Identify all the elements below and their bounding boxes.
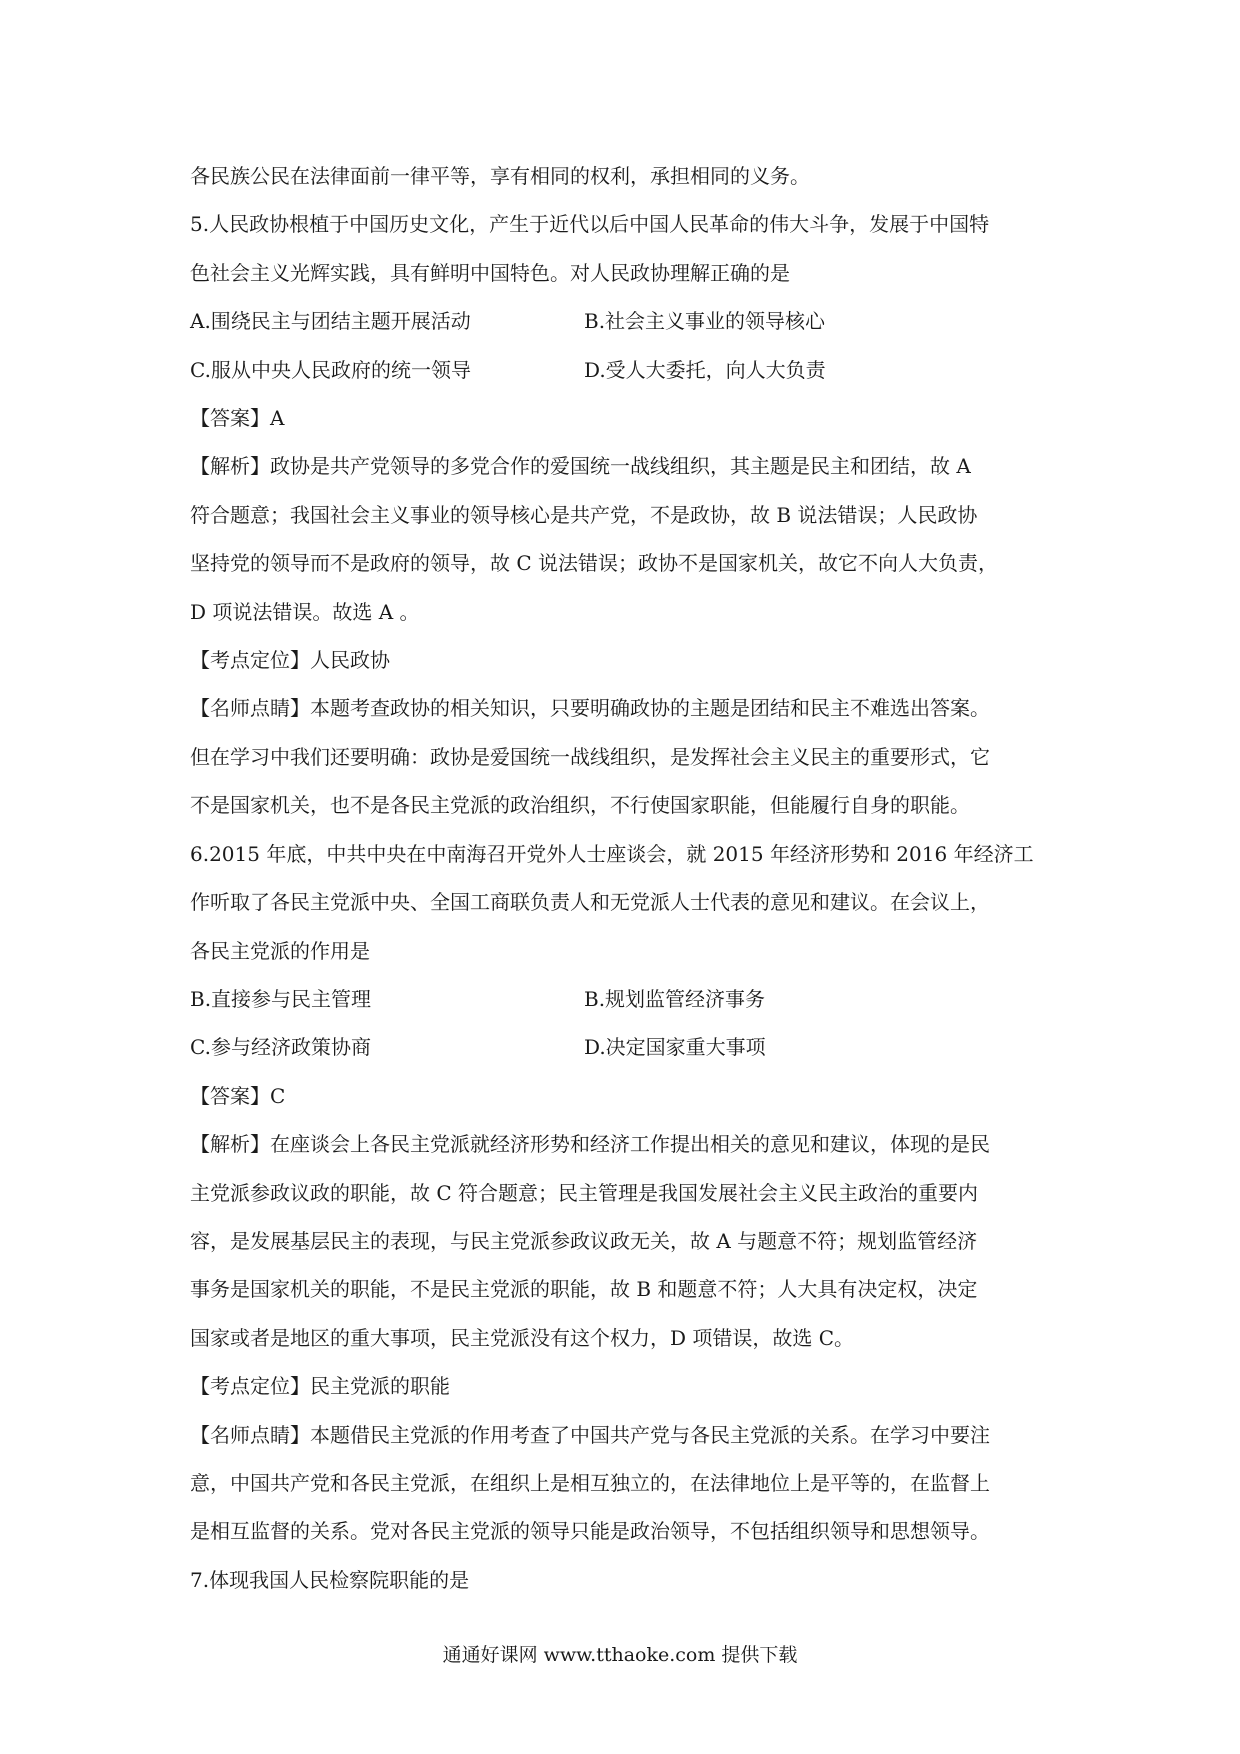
q5-option-c: C.服从中央人民政府的统一领导: [190, 357, 471, 382]
q5-options-row-2: [190, 346, 1062, 394]
q6-analysis-line-4: 事务是国家机关的职能，不是民主党派的职能，故 B 和题意不符；人大具有决定权，决定: [190, 1277, 978, 1302]
q6-analysis-line-1: 【解析】在座谈会上各民主党派就经济形势和经济工作提出相关的意见和建议，体现的是民: [190, 1132, 990, 1157]
q5-kaodian: 【考点定位】人民政协: [190, 648, 390, 673]
q5-option-a: A.围绕民主与团结主题开展活动: [190, 309, 471, 334]
q5-analysis-line-3: 坚持党的领导而不是政府的领导，故 C 说法错误；政协不是国家机关，故它不向人大负责，: [190, 551, 999, 576]
q5-options-row-1: [190, 297, 1062, 345]
q6-stem-line-1: 6.2015 年底，中共中央在中南海召开党外人士座谈会，就 2015 年经济形势和 2016 年经济工: [190, 841, 1034, 866]
q6-stem-line-3: 各民主党派的作用是: [190, 938, 370, 963]
q7-stem: 7.体现我国人民检察院职能的是: [190, 1567, 470, 1592]
q6-comment-line-3: 是相互监督的关系。党对各民主党派的领导只能是政治领导，不包括组织领导和思想领导。: [190, 1519, 990, 1544]
q6-answer: 【答案】C: [190, 1083, 286, 1108]
q5-option-d: D.受人大委托，向人大负责: [584, 357, 826, 382]
q6-comment-line-1: 【名师点睛】本题借民主党派的作用考查了中国共产党与各民主党派的关系。在学习中要注: [190, 1422, 990, 1447]
intro-line: 各民族公民在法律面前一律平等，享有相同的权利，承担相同的义务。: [190, 164, 810, 188]
q6-options-row-2: [190, 1023, 1062, 1071]
q6-option-4: D.决定国家重大事项: [584, 1035, 766, 1060]
page-footer: 通通好课网 www.tthaoke.com 提供下载: [442, 1644, 798, 1666]
q6-options-row-1: [190, 975, 1062, 1023]
document-content: [190, 152, 1062, 1604]
q6-analysis-line-3: 容，是发展基层民主的表现，与民主党派参政议政无关，故 A 与题意不符；规划监管经济: [190, 1228, 978, 1253]
q5-answer: 【答案】A: [190, 406, 285, 431]
q5-stem-line-1: 5.人民政协根植于中国历史文化，产生于近代以后中国人民革命的伟大斗争，发展于中国特: [190, 212, 990, 237]
q6-kaodian: 【考点定位】民主党派的职能: [190, 1374, 450, 1399]
q5-analysis-line-4: D 项说法错误。故选 A 。: [190, 599, 420, 624]
q5-option-b: B.社会主义事业的领导核心: [584, 309, 826, 334]
q5-stem-line-2: 色社会主义光辉实践，具有鲜明中国特色。对人民政协理解正确的是: [190, 260, 790, 285]
q6-analysis-line-5: 国家或者是地区的重大事项，民主党派没有这个权力，D 项错误，故选 C。: [190, 1325, 855, 1350]
q6-analysis-line-2: 主党派参政议政的职能，故 C 符合题意；民主管理是我国发展社会主义民主政治的重要内: [190, 1180, 979, 1205]
q6-option-3: C.参与经济政策协商: [190, 1035, 371, 1060]
q5-comment-line-2: 但在学习中我们还要明确：政协是爱国统一战线组织，是发挥社会主义民主的重要形式，它: [190, 744, 990, 769]
q6-comment-line-2: 意，中国共产党和各民主党派，在组织上是相互独立的，在法律地位上是平等的，在监督上: [190, 1470, 990, 1495]
q6-stem-line-2: 作听取了各民主党派中央、全国工商联负责人和无党派人士代表的意见和建议。在会议上，: [190, 890, 990, 915]
q5-analysis-line-2: 符合题意；我国社会主义事业的领导核心是共产党，不是政协，故 B 说法错误；人民政协: [190, 502, 978, 527]
q5-comment-line-3: 不是国家机关，也不是各民主党派的政治组织，不行使国家职能，但能履行自身的职能。: [190, 793, 970, 818]
q5-analysis-line-1: 【解析】政协是共产党领导的多党合作的爱国统一战线组织，其主题是民主和团结，故 A: [190, 454, 971, 479]
q6-option-2: B.规划监管经济事务: [584, 986, 766, 1011]
q6-option-1: B.直接参与民主管理: [190, 986, 372, 1011]
q5-comment-line-1: 【名师点睛】本题考查政协的相关知识，只要明确政协的主题是团结和民主不难选出答案。: [190, 696, 990, 721]
